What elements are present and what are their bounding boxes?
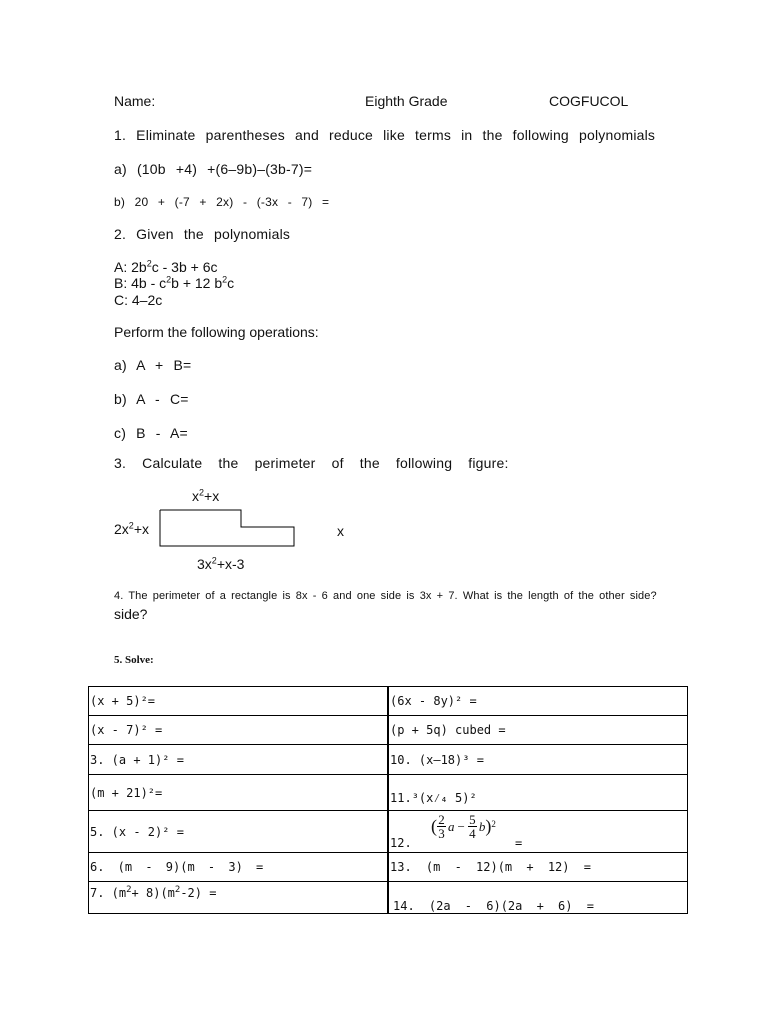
exercise-cell: 13. (m - 12)(m + 12) = [388,853,688,882]
grade-label: Eighth Grade [365,93,448,109]
exercise-cell: 7. $(m^2+ 8)(m^2-2)$ = [89,882,389,914]
table-row [89,716,688,745]
q2-op-a: a) A + B= [114,357,192,373]
exercise-cell-12 [388,811,688,853]
figure-outline [160,510,294,546]
exercise-cell: 5. (x - 2)² = [89,811,389,853]
exercise-cell: 10. (x–18)³ = [388,745,688,775]
figure-top-label: $x^2+x$ [192,487,220,504]
school-label: COGFUCOL [549,93,629,109]
table-row [89,687,688,716]
q2-instruction: Perform the following operations: [114,324,319,340]
poly-a: A: $2b^2c - 3b + 6c$ [114,258,218,275]
exercise-cell: 11.³(x⁄₄ 5)² [388,775,688,811]
exercise-12-equals: = [515,836,523,850]
q1-a: a) (10b +4) +(6–9b)–(3b-7)= [114,161,313,177]
solve-table [88,686,688,914]
exercise-12-number: 12. [390,836,412,850]
name-label: Name: [114,93,156,109]
q3-title: 3. Calculate the perimeter of the following figure: [114,455,509,471]
q1-title: 1. Eliminate parentheses and reduce like terms in the following polynomials [114,127,656,143]
exercise-cell: (m + 21)²= [89,775,389,811]
table-row [89,775,688,811]
fraction-5-4: 5 4 [469,812,476,841]
q2-op-c: c) B - A= [114,425,188,441]
figure-right-label: x [337,523,344,539]
q1-b: b) 20 + (-7 + 2x) - (-3x - 7) = [114,195,330,209]
exercise-cell: 6. (m - 9)(m - 3) = [89,853,389,882]
q2-title: 2. Given the polynomials [114,226,291,242]
exercise-cell: (x + 5)²= [89,687,389,716]
table-row [89,882,688,914]
q4-text: 4. The perimeter of a rectangle is 8x - 6 and one side is 3x + 7. What is the length of the other side? [114,590,657,602]
exercise-cell: (x - 7)² = [89,716,389,745]
table-row [89,745,688,775]
table-row [89,853,688,882]
table-row [89,811,688,853]
poly-c: C: 4–2c [114,292,163,308]
exercise-cell: (p + 5q) cubed = [388,716,688,745]
q4-overflow: side? [114,606,148,622]
figure-left-label: $2x^2+x$ [114,520,149,537]
q2-op-b: b) A - C= [114,391,189,407]
poly-b: B: $4b - c^2b + 12$ $b^2c$ [114,274,235,291]
fraction-2-3: 2 3 [438,812,445,841]
figure-bottom-label: $3x^2+x-3$ [197,555,245,572]
exercise-cell: 3. (a + 1)² = [89,745,389,775]
q5-title: 5. Solve: [114,654,154,666]
exercise-12-expression: ( 2 3 a − 5 4 b ) 2 [431,812,496,841]
exercise-cell: 14. (2a - 6)(2a + 6) = [388,882,688,914]
exercise-cell: (6x - 8y)² = [388,687,688,716]
